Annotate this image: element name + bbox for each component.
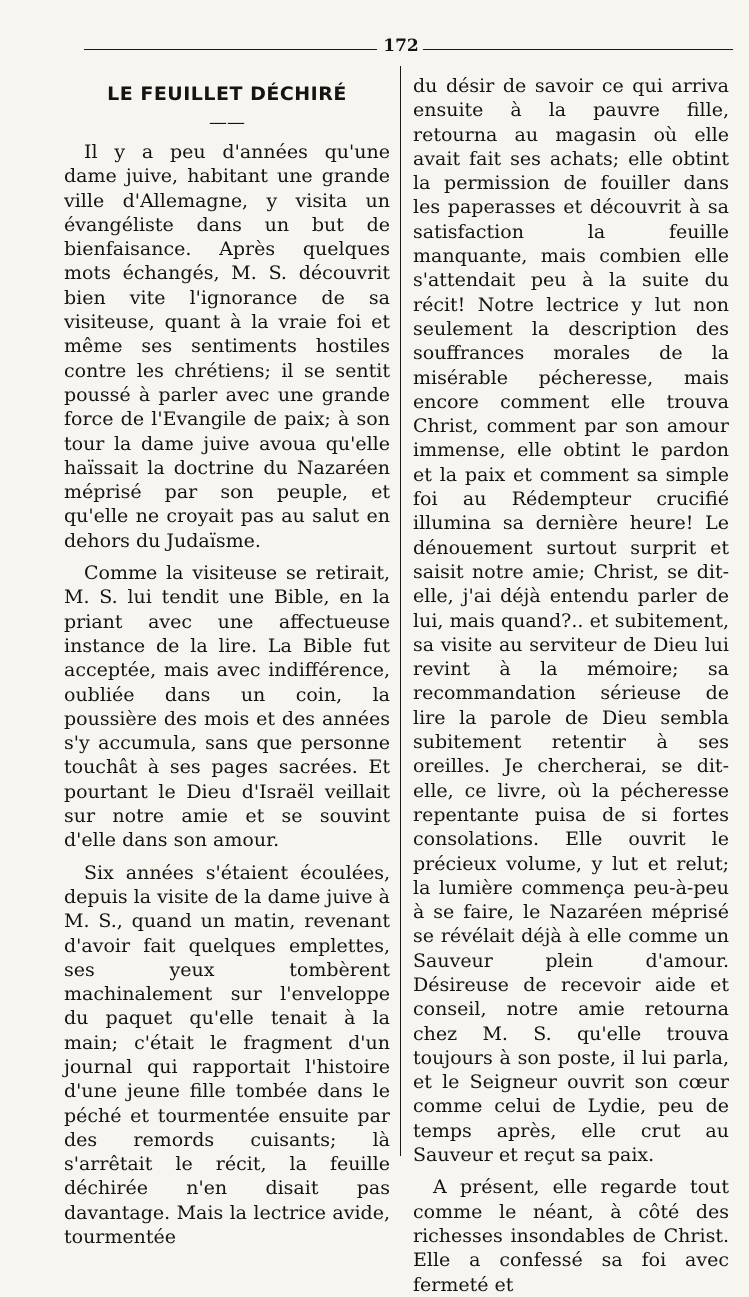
- header-rule-left: [84, 49, 377, 50]
- page-number: 172: [383, 36, 419, 56]
- left-column: [64, 70, 390, 1249]
- paragraph-3: Six années s'étaient écoulées, depuis la visite de la dame juive à M. S., quand un matin, revenant d'avoir fait quelques emplettes, ses yeux tombèrent machinalement sur l'enveloppe du paquet qu'elle tenait à la main; c'était le fragment d'un journal qui rapportait l'histoire d'une jeune fille tombée dans le péché et tourmentée ensuite par des remords cuisants; là s'arrêtait le récit, la feuille déchirée n'en disait pas davantage. Mais la lectrice avide, tourmentée: [64, 861, 390, 1249]
- column-divider: [400, 66, 401, 1156]
- paragraph-1: Il y a peu d'années qu'une dame juive, habitant une grande ville d'Allemagne, y visita un évangéliste dans un but de bienfaisance. Après quelques mots échangés, M. S. découvrit bien vite l'ignorance de sa visiteuse, quant à la vraie foi et même ses sentiments hostiles contre les chrétiens; il se sentit poussé à parler avec une grande force de l'Evangile de paix; à son tour la dame juive avoua qu'elle haïssait la doctrine du Nazaréen méprisé par son peuple, et qu'elle ne croyait pas au salut en dehors du Judaïsme.: [64, 141, 390, 552]
- paragraph-3-continued: du désir de savoir ce qui arriva ensuite à la pauvre fille, retourna au magasin où elle avait fait ses achats; elle obtint la permission de fouiller dans les paperasses et découvrit à sa satisfaction la feuille manquante, mais combien elle s'attendait peu à la suite du récit! Notre lectrice y lut non seulement la description des souffrances morales de la misérable pécheresse, mais encore comment elle trouva Christ, comment par son amour immense, elle obtint le pardon et la paix et comment sa simple foi au Rédempteur crucifié illumina sa dernière heure! Le dénouement surtout surprit et saisit notre amie; Christ, se dit-elle, j'ai déjà entendu parler de lui, mais quand?.. et subitement, sa visite au serviteur de Dieu lui revint à la mémoire; sa recommandation sérieuse de lire la parole de Dieu sembla subitement retentir à ses oreilles. Je chercherai, se dit-elle, ce livre, où la pécheresse repentante puisa de si fortes consolations. Elle ouvrit le précieux volume, y lut et relut; la lumière commença peu-à-peu à se faire, le Nazaréen méprisé se révélait déjà à elle comme un Sauveur plein d'amour. Désireuse de recevoir aide et conseil, notre amie retourna chez M. S. qu'elle trouva toujours à son poste, il lui parla, et le Seigneur ouvrit son cœur comme celui de Lydie, peu de temps après, elle crut au Sauveur et reçut sa paix.: [413, 75, 729, 1167]
- article-title: LE FEUILLET DÉCHIRÉ: [107, 83, 347, 105]
- title-separator: ——: [209, 112, 245, 133]
- paragraph-2: Comme la visiteuse se retirait, M. S. lui tendit une Bible, en la priant avec une affectueuse instance de la lire. La Bible fut acceptée, mais avec indifférence, oubliée dans un coin, la poussière des mois et des années s'y accumula, sans que personne touchât à ses pages sacrées. Et pourtant le Dieu d'Israël veillait sur notre amie et se souvint d'elle dans son amour.: [64, 562, 390, 852]
- right-column: [413, 74, 729, 1297]
- paragraph-4: A présent, elle regarde tout comme le néant, à côté des richesses insondables de Christ. Elle a confessé sa foi avec fermeté et: [413, 1176, 729, 1296]
- header-rule-right: [423, 49, 733, 50]
